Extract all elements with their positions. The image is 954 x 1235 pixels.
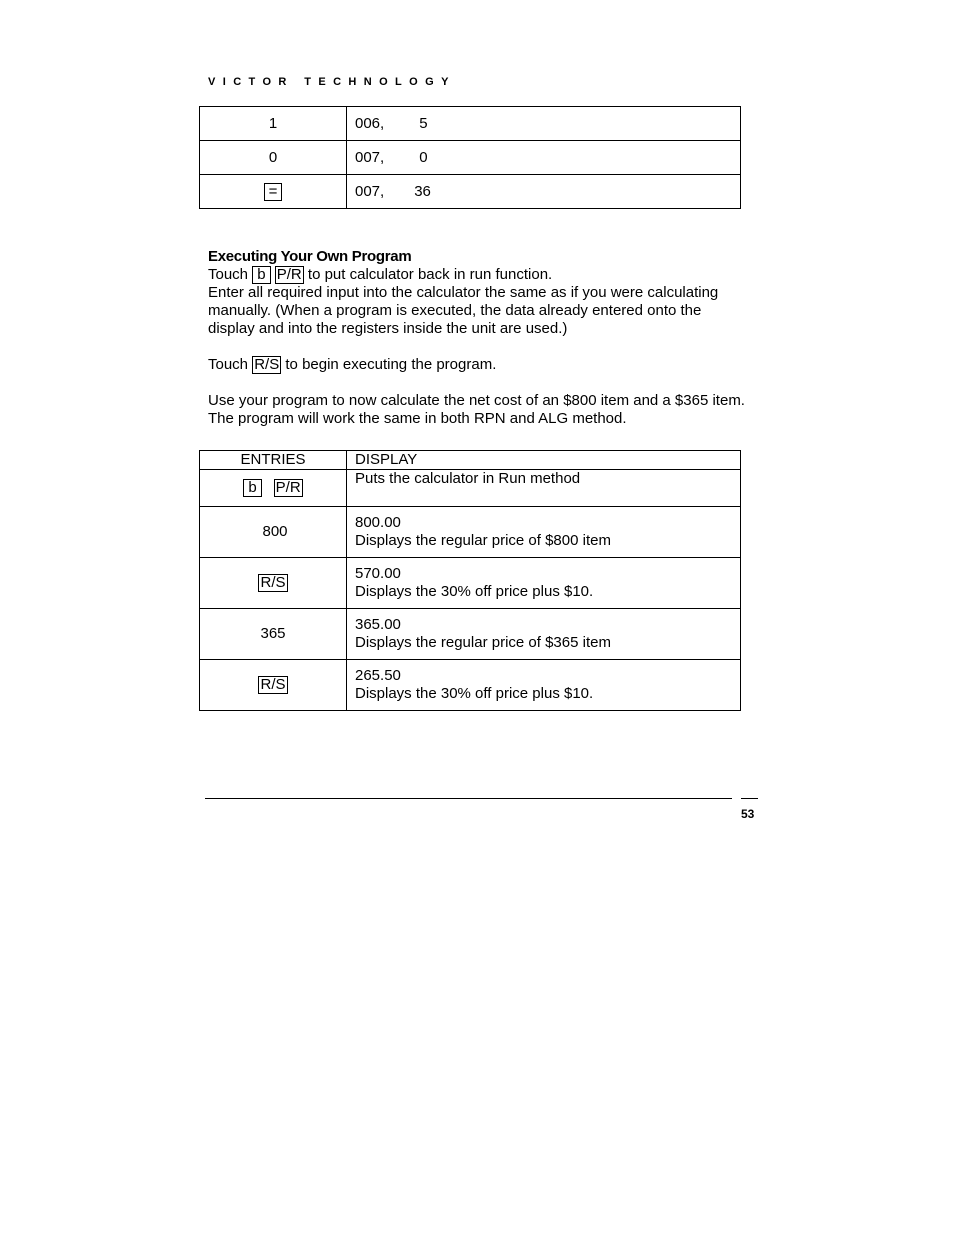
table-row — [200, 470, 741, 507]
rs-key: R/S — [260, 676, 286, 693]
display-value: 570.00 — [355, 565, 401, 582]
rs-key: R/S — [254, 356, 280, 373]
display-cell — [347, 107, 741, 141]
display-value: 265.50 — [355, 667, 401, 684]
display-cell — [347, 141, 741, 175]
table-row — [200, 141, 741, 175]
b-key: b — [252, 266, 270, 284]
rs-key: R/S — [260, 574, 286, 591]
entry-cell: 365 — [200, 609, 347, 660]
section-title: Executing Your Own Program — [208, 248, 412, 265]
footer-rule-short — [741, 798, 758, 799]
display-cell — [347, 558, 741, 609]
table-row — [200, 507, 741, 558]
running-header: VICTOR TECHNOLOGY — [208, 76, 456, 88]
entry-cell — [200, 175, 347, 209]
table-row — [200, 175, 741, 209]
footer-rule — [205, 798, 732, 799]
entries-header: ENTRIES — [200, 451, 347, 470]
display-desc: Displays the 30% off price plus $10. — [355, 685, 594, 702]
display-cell — [347, 609, 741, 660]
table-row — [200, 558, 741, 609]
step-number: 007, — [355, 148, 385, 166]
display-value: 800.00 — [355, 514, 401, 531]
pr-key: P/R — [276, 266, 302, 283]
page-number: 53 — [741, 807, 755, 821]
display-cell — [347, 507, 741, 558]
display-value: 365.00 — [355, 616, 401, 633]
pr-key: P/R — [275, 479, 301, 496]
table-row — [200, 660, 741, 711]
instruction-run-mode: Touch b P/R to put calculator back in run function. — [208, 266, 553, 283]
step-value: 36 — [414, 182, 431, 200]
display-desc: Displays the 30% off price plus $10. — [355, 583, 594, 600]
entry-cell — [200, 558, 347, 609]
display-cell — [347, 175, 741, 209]
display-desc: Displays the regular price of $365 item — [355, 634, 611, 651]
table-row — [200, 107, 741, 141]
entry-cell — [200, 470, 347, 507]
instruction-input: Enter all required input into the calculator the same as if you were calculating manually. (When a program is executed, the data already entered onto the display and into the registers inside the unit are used.) — [208, 284, 719, 337]
step-number: 006, — [355, 114, 385, 132]
table-header-row — [200, 451, 741, 470]
step-number: 007, — [355, 182, 385, 200]
step-value: 0 — [419, 148, 428, 166]
instruction-begin: Touch R/S to begin executing the program. — [208, 356, 497, 373]
entry-cell: 0 — [200, 141, 347, 175]
table-row — [200, 609, 741, 660]
entry-cell: 1 — [200, 107, 347, 141]
display-header: DISPLAY — [347, 451, 741, 470]
display-desc: Displays the regular price of $800 item — [355, 532, 611, 549]
equals-key: = — [264, 183, 283, 201]
instruction-example: Use your program to now calculate the net cost of an $800 item and a $365 item. The program will work the same in both RPN and ALG method. — [208, 392, 745, 427]
entry-cell — [200, 660, 347, 711]
display-cell: Puts the calculator in Run method — [347, 470, 741, 507]
display-cell — [347, 660, 741, 711]
b-key: b — [243, 479, 261, 497]
entry-cell: 800 — [200, 507, 347, 558]
entries-display-table — [199, 450, 741, 711]
program-steps-table — [199, 106, 741, 209]
executing-section — [208, 248, 748, 428]
step-value: 5 — [419, 114, 428, 132]
